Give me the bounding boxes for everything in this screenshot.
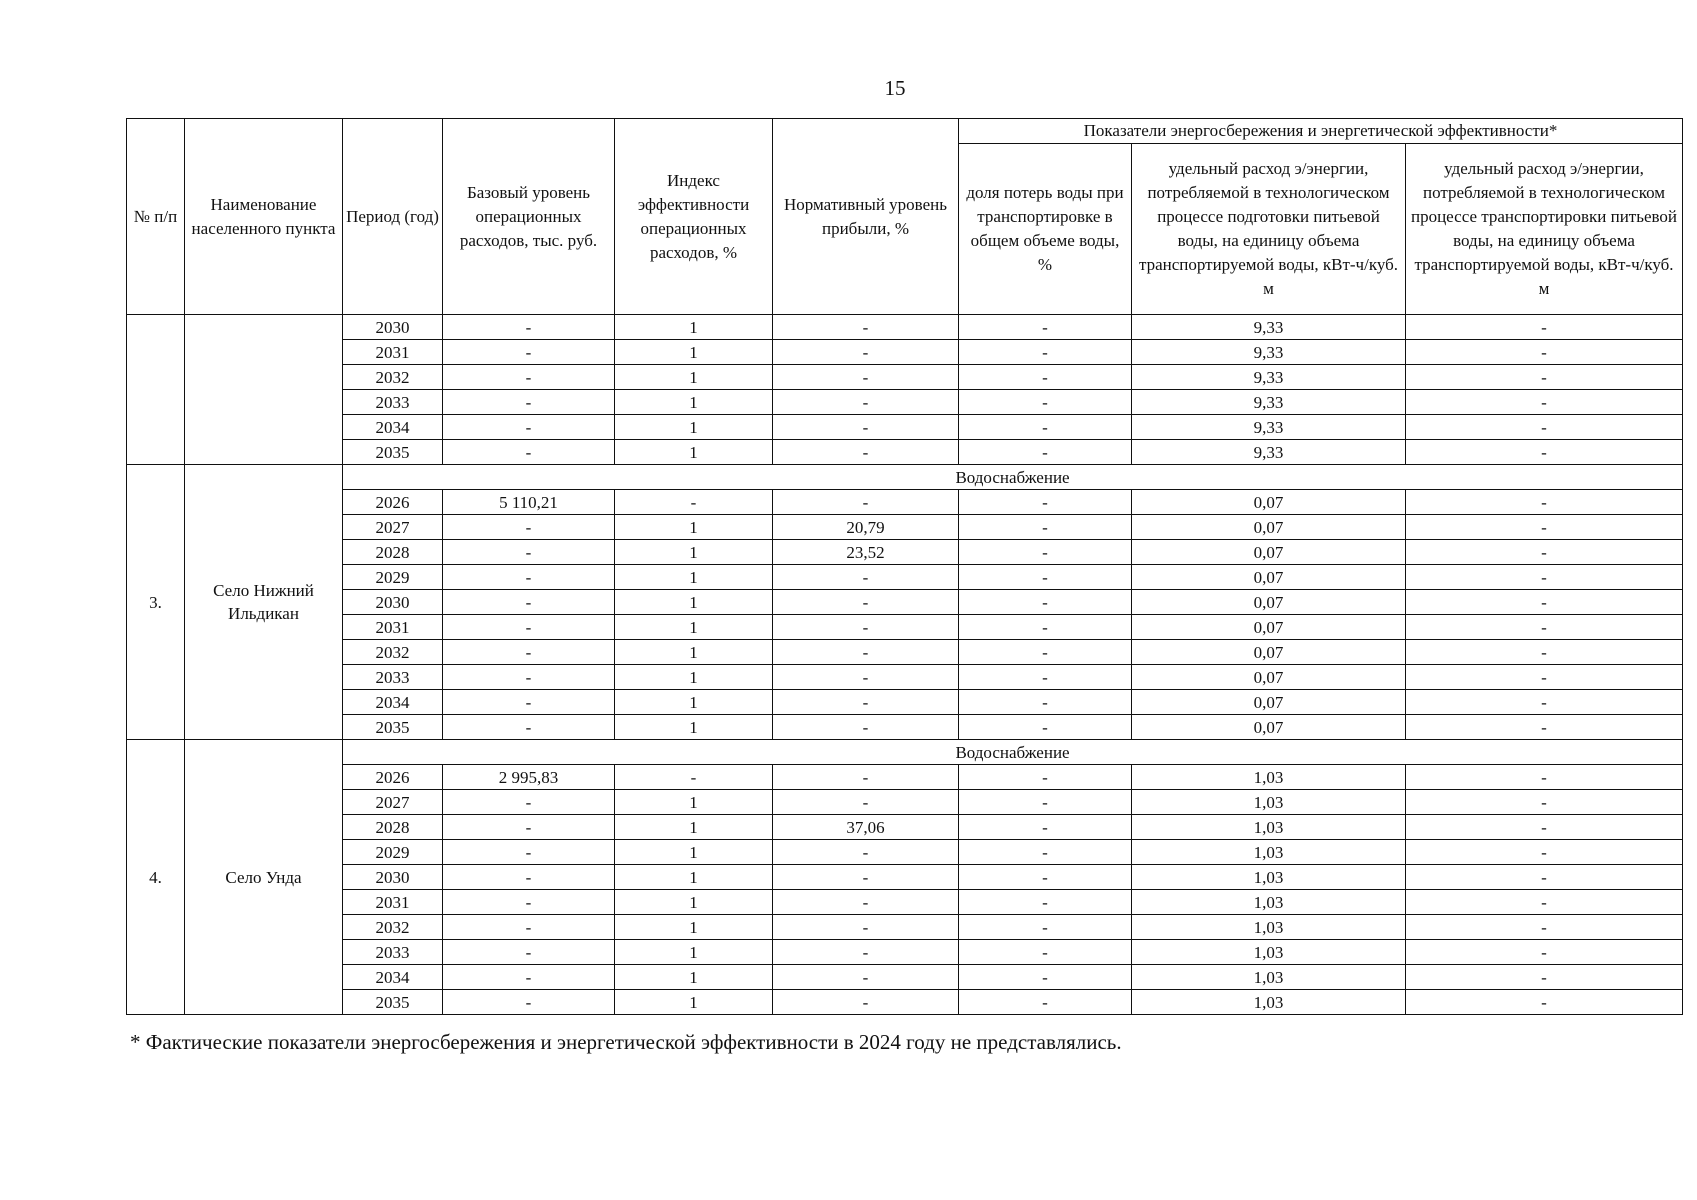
- table-row: [127, 840, 1683, 865]
- water-loss-cell: -: [959, 390, 1132, 415]
- water-loss-cell: -: [959, 790, 1132, 815]
- efficiency-index-cell: 1: [615, 540, 773, 565]
- table-row: [127, 640, 1683, 665]
- period-cell: 2032: [343, 915, 443, 940]
- profit-level-cell: -: [773, 790, 959, 815]
- water-loss-cell: -: [959, 365, 1132, 390]
- period-cell: 2026: [343, 765, 443, 790]
- header-base-expenses: Базовый уровень операционных расходов, тыс. руб.: [443, 119, 615, 315]
- profit-level-cell: 37,06: [773, 815, 959, 840]
- energy-preparation-cell: 0,07: [1132, 665, 1406, 690]
- profit-level-cell: -: [773, 390, 959, 415]
- section-row: [127, 465, 1683, 490]
- page-number: 15: [884, 76, 906, 100]
- water-loss-cell: -: [959, 565, 1132, 590]
- efficiency-index-cell: 1: [615, 715, 773, 740]
- table-row: [127, 715, 1683, 740]
- period-cell: 2030: [343, 315, 443, 340]
- water-loss-cell: -: [959, 540, 1132, 565]
- profit-level-cell: 20,79: [773, 515, 959, 540]
- efficiency-index-cell: 1: [615, 915, 773, 940]
- header-efficiency-index: Индекс эффективности операционных расходов, %: [615, 119, 773, 315]
- period-cell: 2032: [343, 365, 443, 390]
- table-row: [127, 690, 1683, 715]
- header-period: Период (год): [343, 119, 443, 315]
- tariff-indicators-table: [126, 118, 1683, 1015]
- profit-level-cell: -: [773, 890, 959, 915]
- table-row: [127, 390, 1683, 415]
- efficiency-index-cell: -: [615, 490, 773, 515]
- base-expenses-cell: -: [443, 915, 615, 940]
- period-cell: 2031: [343, 340, 443, 365]
- period-cell: 2035: [343, 990, 443, 1015]
- num-cell: [127, 315, 185, 465]
- table-row: [127, 315, 1683, 340]
- efficiency-index-cell: 1: [615, 990, 773, 1015]
- base-expenses-cell: -: [443, 990, 615, 1015]
- header-energy-group: Показатели энергосбережения и энергетической эффективности*: [959, 119, 1683, 144]
- efficiency-index-cell: 1: [615, 890, 773, 915]
- period-cell: 2029: [343, 840, 443, 865]
- table-row: [127, 665, 1683, 690]
- table-row: [127, 415, 1683, 440]
- efficiency-index-cell: 1: [615, 415, 773, 440]
- energy-transport-cell: -: [1406, 615, 1683, 640]
- period-cell: 2027: [343, 790, 443, 815]
- efficiency-index-cell: 1: [615, 840, 773, 865]
- base-expenses-cell: -: [443, 965, 615, 990]
- energy-transport-cell: -: [1406, 790, 1683, 815]
- section-row: [127, 740, 1683, 765]
- energy-transport-cell: -: [1406, 515, 1683, 540]
- profit-level-cell: -: [773, 765, 959, 790]
- profit-level-cell: -: [773, 665, 959, 690]
- energy-preparation-cell: 0,07: [1132, 490, 1406, 515]
- energy-transport-cell: -: [1406, 590, 1683, 615]
- profit-level-cell: -: [773, 415, 959, 440]
- water-loss-cell: -: [959, 840, 1132, 865]
- energy-preparation-cell: 1,03: [1132, 965, 1406, 990]
- water-loss-cell: -: [959, 915, 1132, 940]
- efficiency-index-cell: -: [615, 765, 773, 790]
- base-expenses-cell: 5 110,21: [443, 490, 615, 515]
- base-expenses-cell: -: [443, 840, 615, 865]
- efficiency-index-cell: 1: [615, 640, 773, 665]
- profit-level-cell: -: [773, 565, 959, 590]
- base-expenses-cell: -: [443, 540, 615, 565]
- efficiency-index-cell: 1: [615, 365, 773, 390]
- period-cell: 2026: [343, 490, 443, 515]
- efficiency-index-cell: 1: [615, 590, 773, 615]
- energy-transport-cell: -: [1406, 365, 1683, 390]
- table-row: [127, 915, 1683, 940]
- efficiency-index-cell: 1: [615, 865, 773, 890]
- period-cell: 2027: [343, 515, 443, 540]
- base-expenses-cell: -: [443, 815, 615, 840]
- energy-preparation-cell: 1,03: [1132, 765, 1406, 790]
- energy-preparation-cell: 9,33: [1132, 365, 1406, 390]
- table-row: [127, 940, 1683, 965]
- energy-transport-cell: -: [1406, 490, 1683, 515]
- energy-transport-cell: -: [1406, 540, 1683, 565]
- section-label: Водоснабжение: [343, 740, 1683, 765]
- water-loss-cell: -: [959, 765, 1132, 790]
- energy-preparation-cell: 1,03: [1132, 790, 1406, 815]
- efficiency-index-cell: 1: [615, 315, 773, 340]
- energy-preparation-cell: 9,33: [1132, 390, 1406, 415]
- period-cell: 2028: [343, 540, 443, 565]
- period-cell: 2034: [343, 690, 443, 715]
- energy-preparation-cell: 9,33: [1132, 340, 1406, 365]
- profit-level-cell: -: [773, 990, 959, 1015]
- efficiency-index-cell: 1: [615, 565, 773, 590]
- base-expenses-cell: -: [443, 340, 615, 365]
- energy-transport-cell: -: [1406, 965, 1683, 990]
- header-water-loss: доля потерь воды при транспортировке в общем объеме воды, %: [959, 144, 1132, 315]
- table-row: [127, 490, 1683, 515]
- period-cell: 2031: [343, 615, 443, 640]
- header-name: Наименование населенного пункта: [185, 119, 343, 315]
- water-loss-cell: -: [959, 690, 1132, 715]
- period-cell: 2032: [343, 640, 443, 665]
- energy-transport-cell: -: [1406, 690, 1683, 715]
- energy-preparation-cell: 1,03: [1132, 815, 1406, 840]
- water-loss-cell: -: [959, 715, 1132, 740]
- period-cell: 2033: [343, 940, 443, 965]
- energy-preparation-cell: 1,03: [1132, 990, 1406, 1015]
- period-cell: 2030: [343, 590, 443, 615]
- table-row: [127, 565, 1683, 590]
- energy-preparation-cell: 9,33: [1132, 440, 1406, 465]
- water-loss-cell: -: [959, 940, 1132, 965]
- name-cell: Село Унда: [185, 740, 343, 1015]
- profit-level-cell: -: [773, 590, 959, 615]
- water-loss-cell: -: [959, 990, 1132, 1015]
- energy-transport-cell: -: [1406, 940, 1683, 965]
- base-expenses-cell: -: [443, 665, 615, 690]
- table-row: [127, 515, 1683, 540]
- energy-preparation-cell: 0,07: [1132, 540, 1406, 565]
- period-cell: 2030: [343, 865, 443, 890]
- profit-level-cell: -: [773, 840, 959, 865]
- table-row: [127, 615, 1683, 640]
- table-row: [127, 590, 1683, 615]
- efficiency-index-cell: 1: [615, 815, 773, 840]
- table-row: [127, 990, 1683, 1015]
- table-row: [127, 365, 1683, 390]
- header-num: № п/п: [127, 119, 185, 315]
- profit-level-cell: -: [773, 640, 959, 665]
- header-energy-transport: удельный расход э/энергии, потребляемой в технологическом процессе транспортировки питьевой воды, на единицу объема транспортируемой воды, кВт-ч/куб. м: [1406, 144, 1683, 315]
- period-cell: 2028: [343, 815, 443, 840]
- base-expenses-cell: -: [443, 690, 615, 715]
- water-loss-cell: -: [959, 415, 1132, 440]
- period-cell: 2035: [343, 715, 443, 740]
- energy-transport-cell: -: [1406, 915, 1683, 940]
- base-expenses-cell: -: [443, 865, 615, 890]
- water-loss-cell: -: [959, 590, 1132, 615]
- energy-transport-cell: -: [1406, 565, 1683, 590]
- base-expenses-cell: -: [443, 390, 615, 415]
- base-expenses-cell: -: [443, 615, 615, 640]
- efficiency-index-cell: 1: [615, 515, 773, 540]
- efficiency-index-cell: 1: [615, 390, 773, 415]
- base-expenses-cell: -: [443, 590, 615, 615]
- name-cell: [185, 315, 343, 465]
- energy-transport-cell: -: [1406, 765, 1683, 790]
- energy-transport-cell: -: [1406, 315, 1683, 340]
- efficiency-index-cell: 1: [615, 690, 773, 715]
- energy-transport-cell: -: [1406, 440, 1683, 465]
- energy-transport-cell: -: [1406, 865, 1683, 890]
- table-row: [127, 540, 1683, 565]
- profit-level-cell: -: [773, 615, 959, 640]
- header-profit-level: Нормативный уровень прибыли, %: [773, 119, 959, 315]
- water-loss-cell: -: [959, 890, 1132, 915]
- energy-preparation-cell: 1,03: [1132, 840, 1406, 865]
- header-energy-preparation: удельный расход э/энергии, потребляемой в технологическом процессе подготовки питьевой воды, на единицу объема транспортируемой воды, кВт-ч/куб. м: [1132, 144, 1406, 315]
- energy-preparation-cell: 0,07: [1132, 615, 1406, 640]
- water-loss-cell: -: [959, 815, 1132, 840]
- table-row: [127, 765, 1683, 790]
- table-row: [127, 815, 1683, 840]
- energy-preparation-cell: 1,03: [1132, 865, 1406, 890]
- base-expenses-cell: -: [443, 315, 615, 340]
- profit-level-cell: -: [773, 365, 959, 390]
- profit-level-cell: -: [773, 340, 959, 365]
- profit-level-cell: 23,52: [773, 540, 959, 565]
- energy-preparation-cell: 0,07: [1132, 690, 1406, 715]
- energy-preparation-cell: 0,07: [1132, 515, 1406, 540]
- energy-transport-cell: -: [1406, 665, 1683, 690]
- water-loss-cell: -: [959, 315, 1132, 340]
- profit-level-cell: -: [773, 315, 959, 340]
- profit-level-cell: -: [773, 690, 959, 715]
- profit-level-cell: -: [773, 440, 959, 465]
- base-expenses-cell: -: [443, 565, 615, 590]
- base-expenses-cell: -: [443, 365, 615, 390]
- num-cell: 3.: [127, 465, 185, 740]
- water-loss-cell: -: [959, 640, 1132, 665]
- profit-level-cell: -: [773, 965, 959, 990]
- efficiency-index-cell: 1: [615, 440, 773, 465]
- profit-level-cell: -: [773, 940, 959, 965]
- energy-preparation-cell: 0,07: [1132, 590, 1406, 615]
- energy-transport-cell: -: [1406, 640, 1683, 665]
- energy-transport-cell: -: [1406, 415, 1683, 440]
- table-row: [127, 965, 1683, 990]
- table-row: [127, 340, 1683, 365]
- energy-transport-cell: -: [1406, 815, 1683, 840]
- efficiency-index-cell: 1: [615, 940, 773, 965]
- period-cell: 2035: [343, 440, 443, 465]
- base-expenses-cell: -: [443, 940, 615, 965]
- period-cell: 2031: [343, 890, 443, 915]
- name-cell: Село Нижний Ильдикан: [185, 465, 343, 740]
- energy-preparation-cell: 0,07: [1132, 640, 1406, 665]
- footnote: * Фактические показатели энергосбережения и энергетической эффективности в 2024 году не представлялись.: [130, 1030, 1122, 1054]
- profit-level-cell: -: [773, 865, 959, 890]
- energy-preparation-cell: 1,03: [1132, 915, 1406, 940]
- energy-preparation-cell: 1,03: [1132, 890, 1406, 915]
- base-expenses-cell: -: [443, 515, 615, 540]
- base-expenses-cell: -: [443, 715, 615, 740]
- period-cell: 2029: [343, 565, 443, 590]
- efficiency-index-cell: 1: [615, 965, 773, 990]
- section-label: Водоснабжение: [343, 465, 1683, 490]
- table-body: [127, 315, 1683, 1015]
- efficiency-index-cell: 1: [615, 615, 773, 640]
- energy-transport-cell: -: [1406, 340, 1683, 365]
- table-row: [127, 890, 1683, 915]
- base-expenses-cell: -: [443, 640, 615, 665]
- energy-transport-cell: -: [1406, 390, 1683, 415]
- energy-transport-cell: -: [1406, 990, 1683, 1015]
- water-loss-cell: -: [959, 340, 1132, 365]
- period-cell: 2034: [343, 415, 443, 440]
- water-loss-cell: -: [959, 490, 1132, 515]
- profit-level-cell: -: [773, 490, 959, 515]
- water-loss-cell: -: [959, 440, 1132, 465]
- water-loss-cell: -: [959, 515, 1132, 540]
- base-expenses-cell: -: [443, 890, 615, 915]
- energy-transport-cell: -: [1406, 715, 1683, 740]
- energy-transport-cell: -: [1406, 890, 1683, 915]
- base-expenses-cell: 2 995,83: [443, 765, 615, 790]
- energy-preparation-cell: 9,33: [1132, 415, 1406, 440]
- efficiency-index-cell: 1: [615, 790, 773, 815]
- efficiency-index-cell: 1: [615, 340, 773, 365]
- table-row: [127, 790, 1683, 815]
- profit-level-cell: -: [773, 715, 959, 740]
- efficiency-index-cell: 1: [615, 665, 773, 690]
- period-cell: 2033: [343, 665, 443, 690]
- table-row: [127, 440, 1683, 465]
- energy-transport-cell: -: [1406, 840, 1683, 865]
- energy-preparation-cell: 9,33: [1132, 315, 1406, 340]
- energy-preparation-cell: 0,07: [1132, 565, 1406, 590]
- profit-level-cell: -: [773, 915, 959, 940]
- water-loss-cell: -: [959, 665, 1132, 690]
- energy-preparation-cell: 1,03: [1132, 940, 1406, 965]
- base-expenses-cell: -: [443, 415, 615, 440]
- num-cell: 4.: [127, 740, 185, 1015]
- water-loss-cell: -: [959, 615, 1132, 640]
- water-loss-cell: -: [959, 965, 1132, 990]
- base-expenses-cell: -: [443, 440, 615, 465]
- base-expenses-cell: -: [443, 790, 615, 815]
- energy-preparation-cell: 0,07: [1132, 715, 1406, 740]
- table-row: [127, 865, 1683, 890]
- period-cell: 2033: [343, 390, 443, 415]
- water-loss-cell: -: [959, 865, 1132, 890]
- period-cell: 2034: [343, 965, 443, 990]
